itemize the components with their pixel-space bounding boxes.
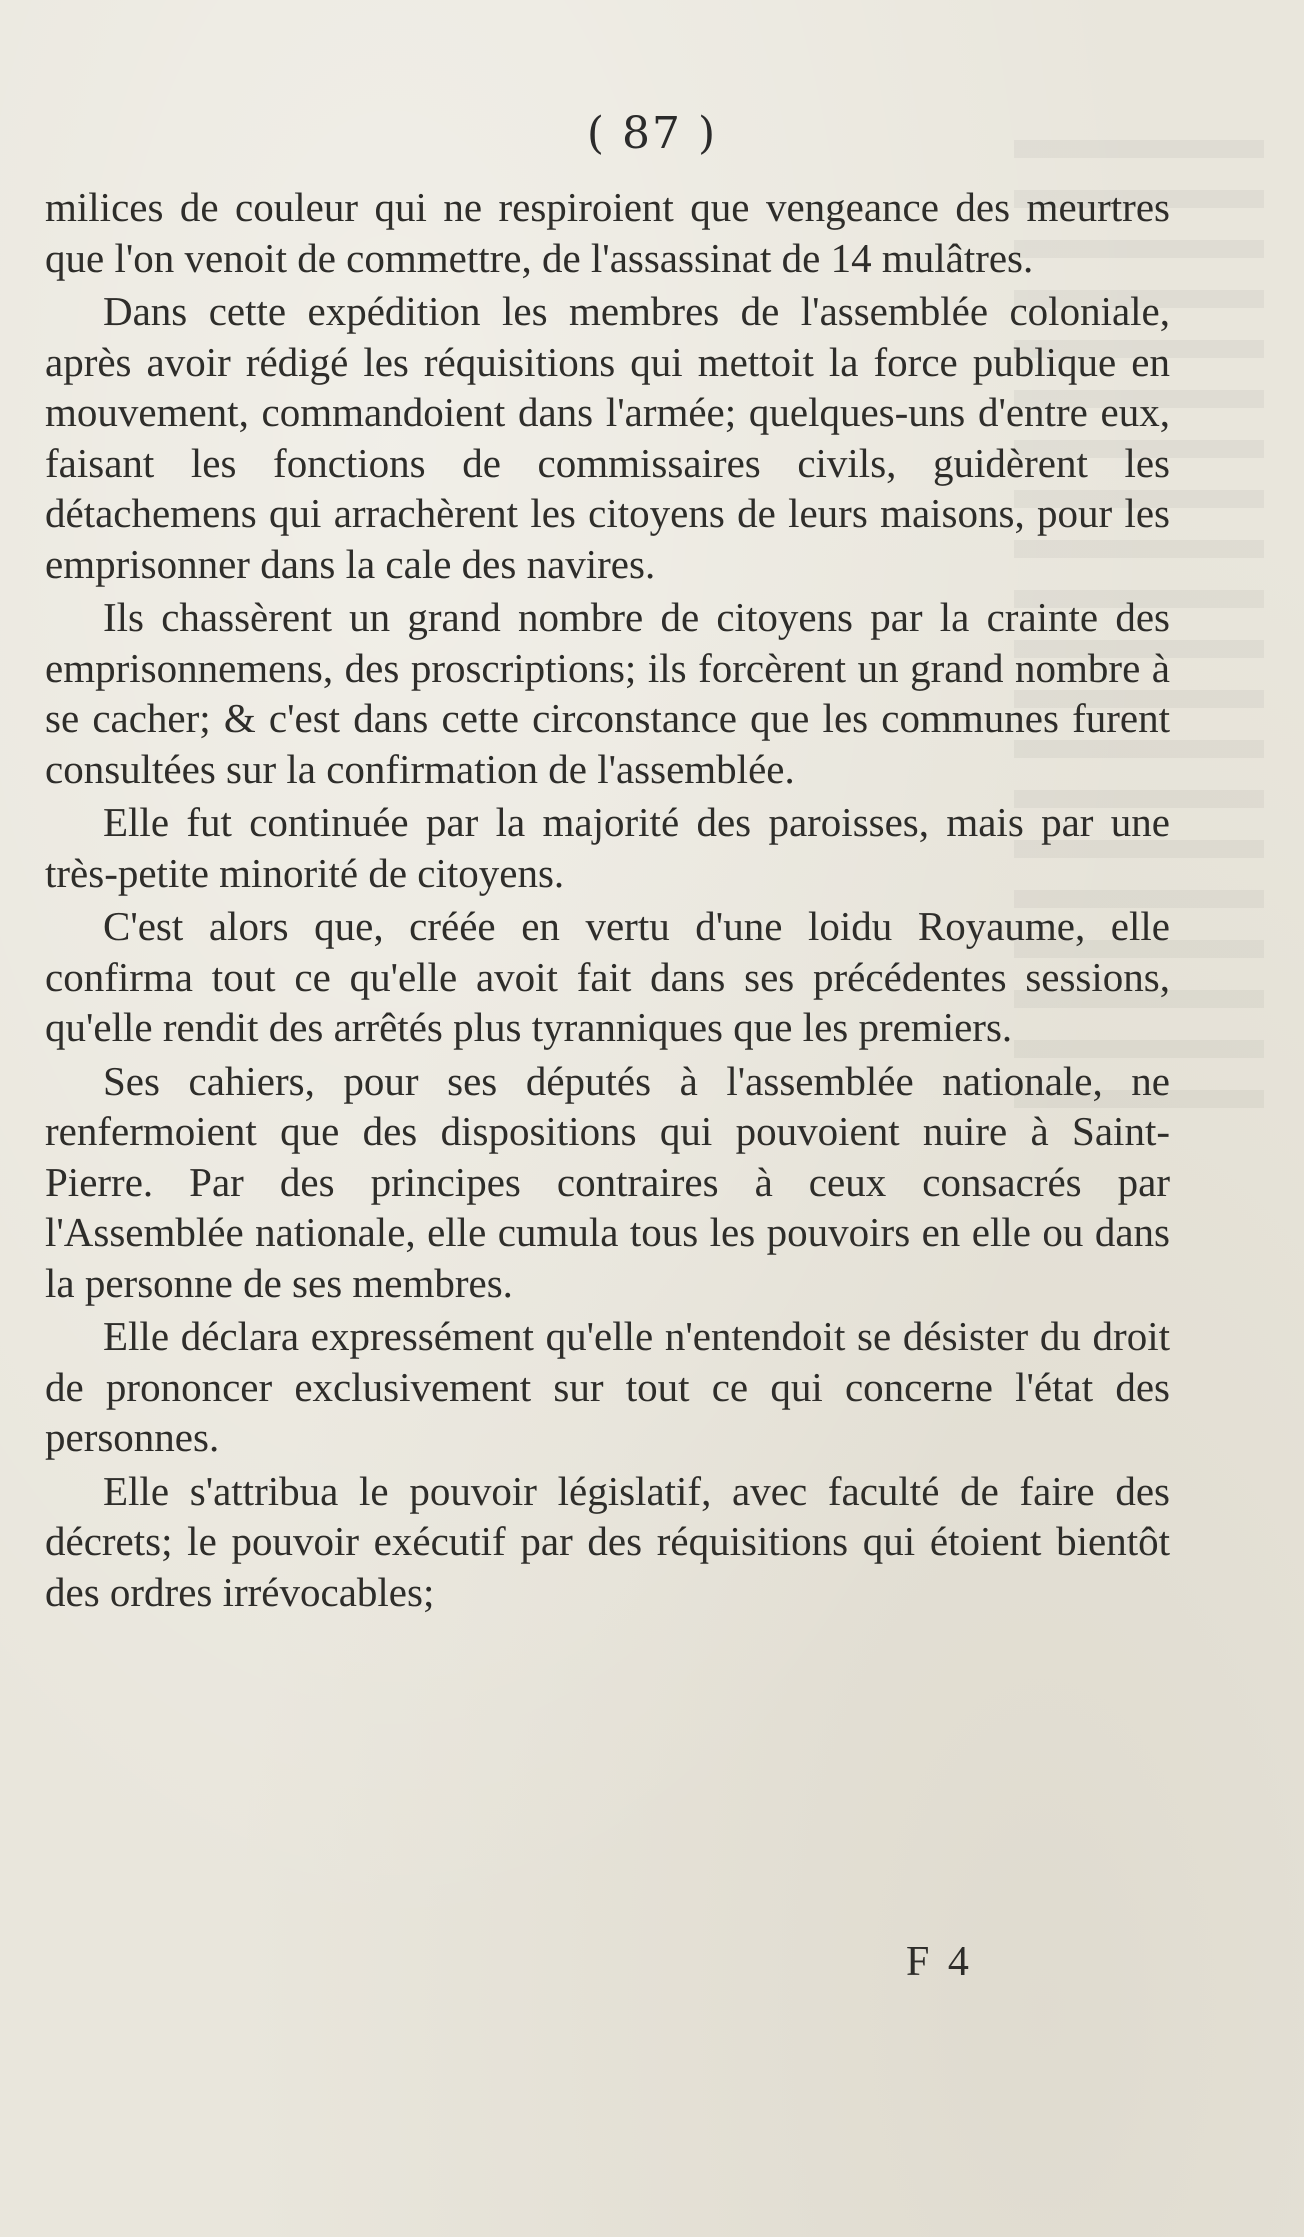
- page-number: ( 87 ): [586, 108, 718, 159]
- signature-mark: F 4: [906, 1939, 973, 1985]
- paragraph: Ses cahiers, pour ses députés à l'assemblée nationale, ne renfermoient que des dispositions qui pouvoient nuire à Saint-Pierre. Par des principes contraires à ceux consacrés par l'Assemblée nationale, elle cumula tous les pouvoirs en elle ou dans la personne de ses membres.: [45, 1057, 1170, 1306]
- paragraph: Elle fut continuée par la majorité des paroisses, mais par une très-petite minorité de citoyens.: [45, 799, 1170, 896]
- paragraph: Elle déclara expressément qu'elle n'entendoit se désister du droit de prononcer exclusivement sur tout ce qui concerne l'état des personnes.: [45, 1313, 1170, 1460]
- paragraph: milices de couleur qui ne respiroient que vengeance des meurtres que l'on venoit de commettre, de l'assassinat de 14 mulâtres.: [45, 184, 1170, 281]
- paragraph: Dans cette expédition les membres de l'assemblée coloniale, après avoir rédigé les réquisitions qui mettoit la force publique en mouvement, commandoient dans l'armée; quelques-uns d'entre eux, faisant les fonctions de commissaires civils, guidèrent les détachemens qui arrachèrent les citoyens de leurs maisons, pour les emprisonner dans la cale des navires.: [45, 288, 1170, 587]
- paragraph: C'est alors que, créée en vertu d'une loidu Royaume, elle confirma tout ce qu'elle avoit fait dans ses précédentes sessions, qu'elle rendit des arrêtés plus tyranniques que les premiers.: [45, 903, 1170, 1050]
- paragraph: Ils chassèrent un grand nombre de citoyens par la crainte des emprisonnemens, des proscriptions; ils forcèrent un grand nombre à se cacher; & c'est dans cette circonstance que les communes furent consultées sur la confirmation de l'assemblée.: [45, 594, 1170, 792]
- paragraph: Elle s'attribua le pouvoir législatif, avec faculté de faire des décrets; le pouvoir exécutif par des réquisitions qui étoient bientôt des ordres irrévocables;: [45, 1467, 1170, 1615]
- body-text: [45, 182, 1170, 1620]
